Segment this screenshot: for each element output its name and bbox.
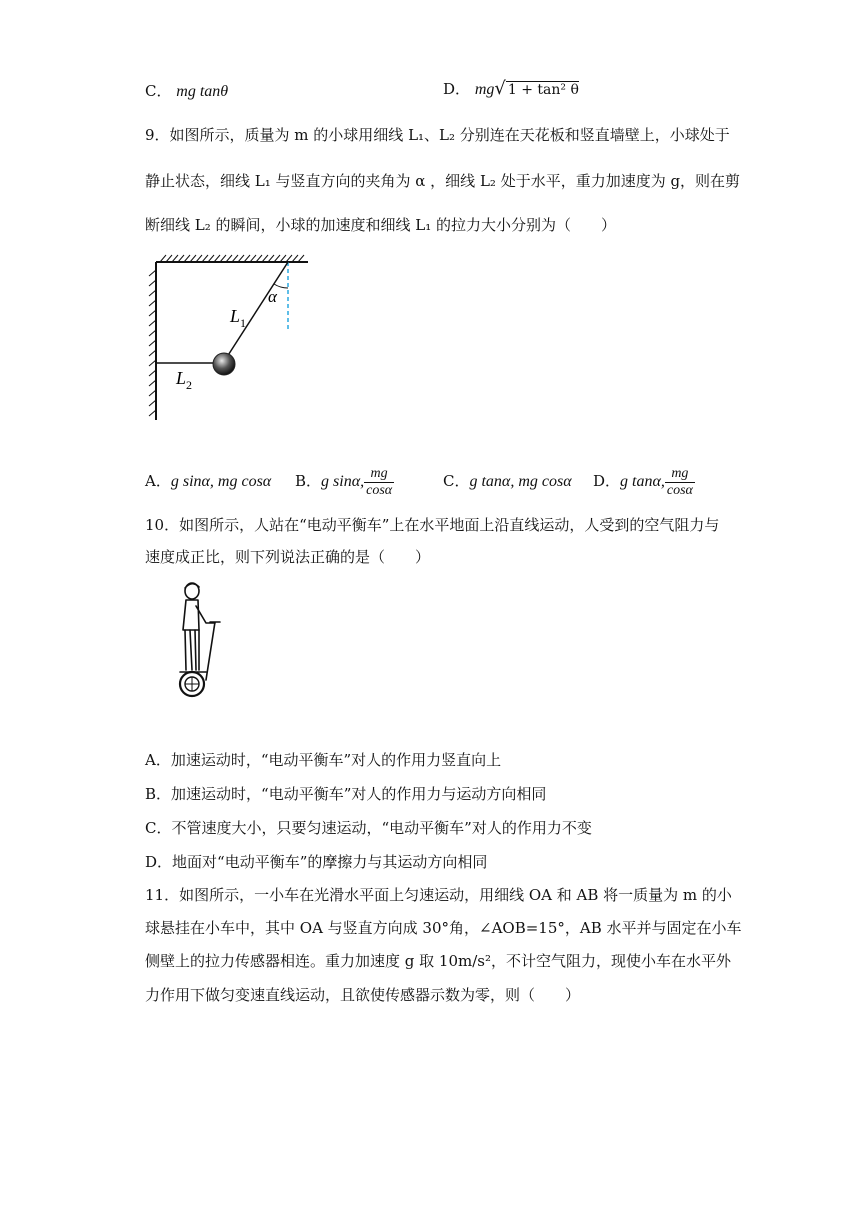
q9-option-b-fraction [364, 466, 394, 499]
q8-option-d-radicand: 1 + tan² θ [507, 82, 579, 98]
q9-option-a-expr: g sinα, mg cosα [170, 473, 272, 490]
ceiling-hatch [160, 255, 304, 262]
q10-line-1: 10．如图所示，人站在“电动平衡车”上在水平地面上沿直线运动，人受到的空气阻力与 [145, 516, 720, 534]
l1-label: $L_1$ [230, 306, 247, 330]
q8-option-d-prefix: mg [474, 81, 495, 98]
q9-option-a [145, 463, 271, 500]
rider-legs-icon [185, 630, 199, 670]
q9-figure [140, 250, 320, 430]
q8-option-d [443, 78, 579, 99]
q9-option-b [295, 463, 394, 500]
q10-option-d: D．地面对“电动平衡车”的摩擦力与其运动方向相同 [145, 853, 488, 871]
q9-option-d-label: D． [593, 472, 621, 490]
q9-option-c [443, 463, 572, 500]
q11-line-2: 球悬挂在小车中，其中 OA 与竖直方向成 30°角，∠AOB=15°，AB 水平并与固定在小车 [145, 919, 742, 937]
l2-label: $L_2$ [176, 368, 193, 392]
alpha-label: α [268, 287, 277, 306]
segway-rider-figure [168, 578, 232, 703]
q10-option-c: C．不管速度大小，只要匀速运动，“电动平衡车”对人的作用力不变 [145, 819, 592, 837]
q9-option-c-expr: g tanα, mg cosα [469, 473, 572, 490]
q10-option-b: B．加速运动时，“电动平衡车”对人的作用力与运动方向相同 [145, 785, 547, 803]
q9-option-b-expr: g sinα, [321, 473, 365, 490]
q11-line-1: 11．如图所示，一小车在光滑水平面上匀速运动，用细线 OA 和 AB 将一质量为 m 的小 [145, 886, 732, 904]
q9-line-3: 断细线 L₂ 的瞬间，小球的加速度和细线 L₁ 的拉力大小分别为（ ） [145, 216, 617, 234]
q9-line-2: 静止状态，细线 L₁ 与竖直方向的夹角为 α ，细线 L₂ 处于水平，重力加速度为 g，则在剪 [145, 172, 741, 190]
q9-option-b-label: B． [295, 472, 322, 490]
q9-line-1: 9．如图所示，质量为 m 的小球用细线 L₁、L₂ 分别连在天花板和竖直墙壁上，小球处于 [145, 126, 730, 144]
fraction-numerator: mg [665, 466, 695, 483]
q9-option-d [593, 463, 695, 500]
q9-option-d-expr: g tanα, [620, 473, 665, 490]
q9-option-a-label: A． [145, 472, 171, 490]
q8-option-c-expr: mg tanθ [176, 83, 229, 100]
fraction-denominator: cosα [366, 482, 393, 498]
rider-torso-icon [183, 600, 199, 630]
q10-option-a: A．加速运动时，“电动平衡车”对人的作用力竖直向上 [145, 751, 502, 769]
q11-line-4: 力作用下做匀变速直线运动，且欲使传感器示数为零，则（ ） [145, 986, 581, 1004]
sqrt-sign-icon: √ [494, 78, 506, 99]
fraction-numerator: mg [364, 466, 394, 483]
handlebar-icon [206, 622, 220, 680]
q9-option-d-fraction [665, 466, 695, 499]
q8-option-c-label: C． [145, 82, 172, 100]
q8-option-c [145, 80, 228, 101]
q8-option-d-label: D． [443, 80, 471, 98]
q11-line-3: 侧壁上的拉力传感器相连。重力加速度 g 取 10m/s²，不计空气阻力，现使小车在水平外 [145, 952, 731, 970]
fraction-denominator: cosα [666, 482, 693, 498]
ball-icon [213, 353, 235, 375]
q9-option-c-label: C． [443, 472, 470, 490]
wall-hatch [149, 270, 156, 416]
q10-line-2: 速度成正比，则下列说法正确的是（ ） [145, 548, 431, 566]
